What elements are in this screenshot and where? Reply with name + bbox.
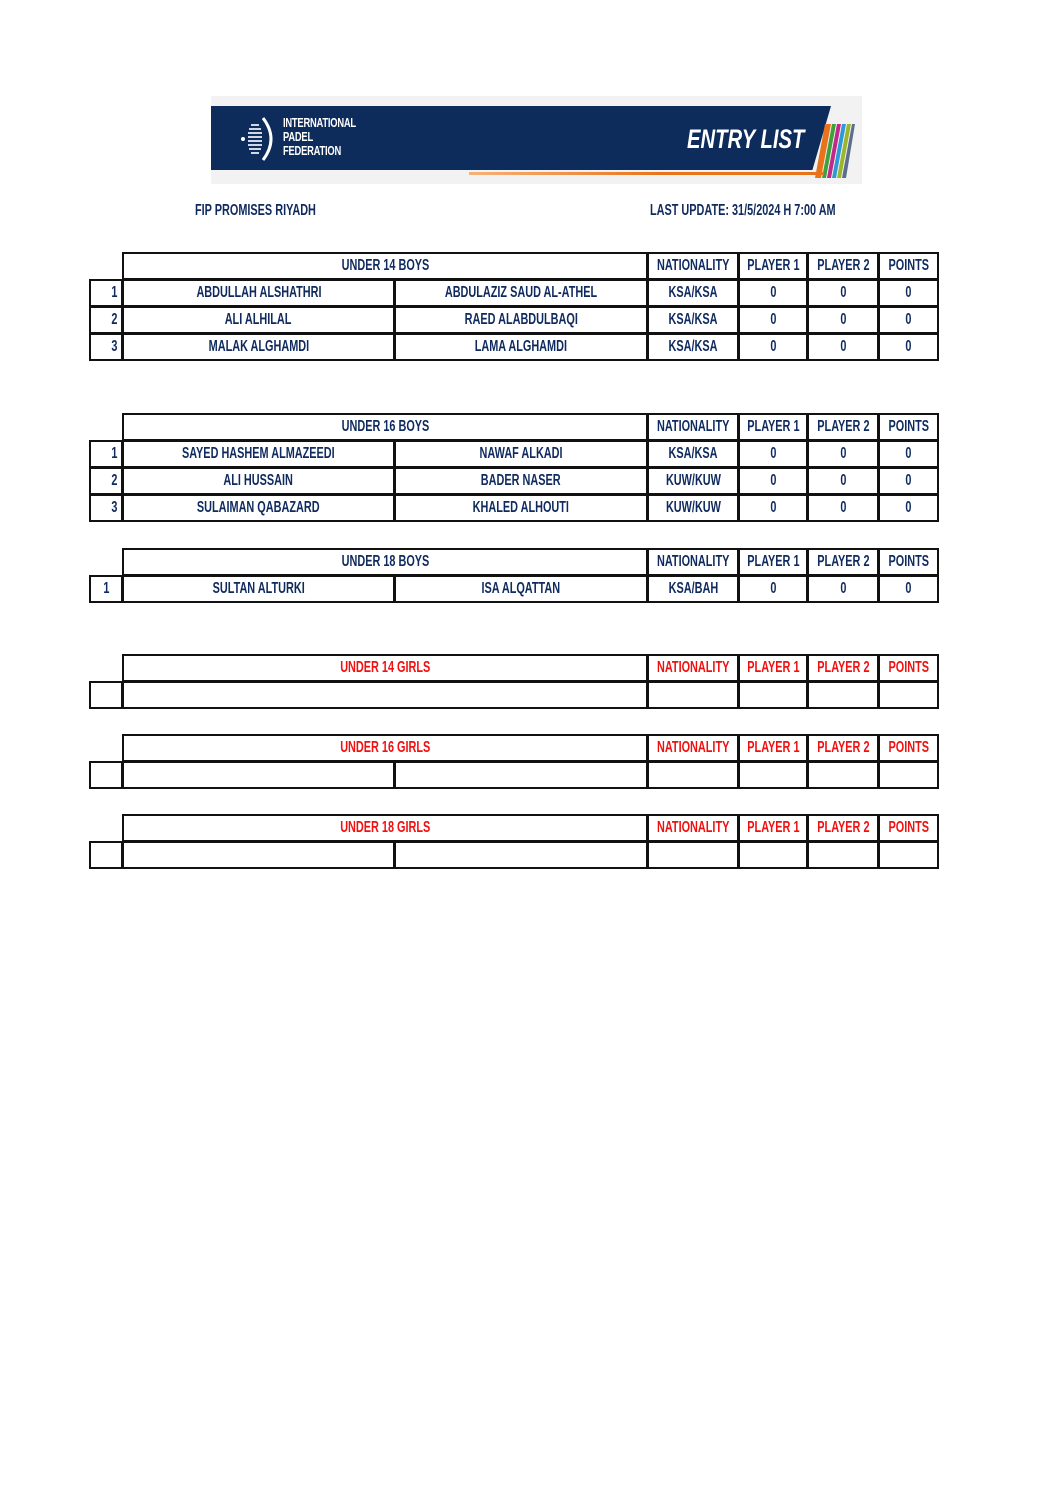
player2-name-text: NAWAF ALKADI	[479, 445, 563, 462]
row-number	[89, 306, 123, 334]
fip-logo-text	[283, 116, 356, 158]
player2-header-text: PLAYER 2	[816, 739, 870, 756]
team-points-text: 0	[905, 311, 912, 328]
player2-points-text: 0	[839, 311, 847, 328]
player1-points	[738, 681, 808, 709]
player2-points-text: 0	[839, 499, 847, 516]
banner-title: ENTRY LIST	[687, 124, 805, 154]
player2-name-text: ABDULAZIZ SAUD AL-ATHEL	[444, 284, 598, 301]
player2-points	[807, 306, 879, 334]
player1-header	[738, 413, 808, 441]
player1-header-text: PLAYER 1	[746, 553, 800, 570]
row-number	[89, 841, 123, 869]
player1-header	[738, 654, 808, 682]
player2-name-text: ISA ALQATTAN	[481, 580, 561, 597]
nationality-header	[647, 654, 739, 682]
nationality-header-text: NATIONALITY	[656, 418, 730, 435]
nationality-header	[647, 734, 739, 762]
player1-name-text: ALI ALHILAL	[225, 311, 292, 328]
nationality-header-text: NATIONALITY	[656, 553, 730, 570]
points-header	[878, 252, 939, 280]
row-number-text: 3	[111, 499, 118, 516]
points-header-text: POINTS	[888, 739, 929, 756]
color-stripes-icon	[815, 124, 855, 178]
nationality-text: KSA/KSA	[668, 338, 718, 355]
player2-header	[807, 814, 879, 842]
player1-points-text: 0	[769, 311, 777, 328]
nationality	[647, 306, 739, 334]
player2-points	[807, 467, 879, 495]
row-number	[89, 467, 123, 495]
nationality-header-text: NATIONALITY	[656, 257, 730, 274]
player2-name	[394, 575, 648, 603]
player1-points	[738, 841, 808, 869]
player2-header-text: PLAYER 2	[816, 819, 870, 836]
fip-logo-icon	[239, 114, 279, 164]
row-number	[89, 440, 123, 468]
nationality-header	[647, 548, 739, 576]
team-points	[878, 467, 939, 495]
points-header	[878, 548, 939, 576]
nationality-header	[647, 814, 739, 842]
points-header	[878, 814, 939, 842]
player2-name	[394, 761, 648, 789]
player2-points	[807, 279, 879, 307]
player2-header-text: PLAYER 2	[816, 257, 870, 274]
points-header-text: POINTS	[888, 257, 929, 274]
nationality-header-text: NATIONALITY	[656, 739, 730, 756]
row-number	[89, 761, 123, 789]
player2-points-text: 0	[839, 445, 847, 462]
logo-line: FEDERATION	[283, 143, 341, 158]
points-header-text: POINTS	[888, 659, 929, 676]
team-points	[878, 279, 939, 307]
nationality-header	[647, 252, 739, 280]
row-number	[89, 681, 123, 709]
nationality-text: KSA/KSA	[668, 445, 718, 462]
category-header	[122, 654, 648, 682]
team-points-text: 0	[905, 445, 912, 462]
row-number-text: 1	[111, 284, 118, 301]
player1-points	[738, 575, 808, 603]
player1-points	[738, 306, 808, 334]
player2-header	[807, 413, 879, 441]
player2-name	[394, 306, 648, 334]
category-header	[122, 252, 648, 280]
player2-points-text: 0	[839, 580, 847, 597]
player1-name-text: ALI HUSSAIN	[223, 472, 294, 489]
row-number-text: 2	[111, 311, 118, 328]
player2-points	[807, 333, 879, 361]
team-points	[878, 494, 939, 522]
player1-points	[738, 440, 808, 468]
category-header	[122, 413, 648, 441]
nationality	[647, 681, 739, 709]
nationality	[647, 440, 739, 468]
player1-header-text: PLAYER 1	[746, 418, 800, 435]
player1-header-text: PLAYER 1	[746, 739, 800, 756]
player1-header	[738, 734, 808, 762]
points-header	[878, 413, 939, 441]
nationality-header-text: NATIONALITY	[656, 659, 730, 676]
category-header-text: UNDER 14 BOYS	[341, 257, 429, 274]
nationality-text: KUW/KUW	[665, 499, 721, 516]
nationality-text: KSA/BAH	[668, 580, 718, 597]
row-number	[89, 575, 123, 603]
team-points	[878, 575, 939, 603]
nationality-header-text: NATIONALITY	[656, 819, 730, 836]
player2-name	[394, 467, 648, 495]
row-number-text: 1	[102, 580, 110, 597]
tournament-name: FIP PROMISES RIYADH	[195, 202, 316, 219]
team-points-text: 0	[905, 338, 912, 355]
player1-name-text: MALAK ALGHAMDI	[208, 338, 309, 355]
team-points-text: 0	[905, 472, 912, 489]
player2-name	[394, 494, 648, 522]
last-update: LAST UPDATE: 31/5/2024 H 7:00 AM	[650, 202, 836, 219]
category-header-text: UNDER 18 BOYS	[341, 553, 429, 570]
player2-name-text: LAMA ALGHAMDI	[474, 338, 568, 355]
player1-points	[738, 467, 808, 495]
category-header-text: UNDER 16 GIRLS	[339, 739, 431, 756]
player1-points-text: 0	[769, 580, 777, 597]
player2-points	[807, 761, 879, 789]
row-number-text: 1	[111, 445, 118, 462]
player1-points	[738, 494, 808, 522]
player2-header	[807, 654, 879, 682]
nationality	[647, 494, 739, 522]
player1-name	[122, 333, 395, 361]
category-header-text: UNDER 16 BOYS	[341, 418, 429, 435]
team-points-text: 0	[905, 580, 912, 597]
player1-points-text: 0	[769, 445, 777, 462]
team-points-text: 0	[905, 284, 912, 301]
player2-header	[807, 734, 879, 762]
points-header	[878, 734, 939, 762]
nationality	[647, 467, 739, 495]
logo-line: PADEL	[283, 129, 313, 144]
player2-points-text: 0	[839, 472, 847, 489]
player2-points	[807, 494, 879, 522]
player2-name	[394, 841, 648, 869]
points-header-text: POINTS	[888, 553, 929, 570]
category-header-text: UNDER 14 GIRLS	[339, 659, 431, 676]
player1-header	[738, 814, 808, 842]
nationality-header	[647, 413, 739, 441]
team-points	[878, 440, 939, 468]
player1-name	[122, 467, 395, 495]
row-number-text: 3	[111, 338, 118, 355]
nationality-text: KUW/KUW	[665, 472, 721, 489]
player1-name	[122, 440, 395, 468]
category-header-text: UNDER 18 GIRLS	[339, 819, 431, 836]
player1-name	[122, 494, 395, 522]
category-header	[122, 814, 648, 842]
team-points	[878, 333, 939, 361]
player2-header-text: PLAYER 2	[816, 418, 870, 435]
player1-name	[122, 841, 395, 869]
player2-points-text: 0	[839, 284, 847, 301]
player1-header-text: PLAYER 1	[746, 819, 800, 836]
banner-underline	[469, 172, 824, 175]
player2-header	[807, 548, 879, 576]
player1-name-text: SULAIMAN QABAZARD	[197, 499, 320, 516]
player1-header-text: PLAYER 1	[746, 257, 800, 274]
player1-name	[122, 306, 395, 334]
player1-points	[738, 333, 808, 361]
row-number-text: 2	[111, 472, 118, 489]
player1-name-text: SULTAN ALTURKI	[212, 580, 305, 597]
team-points	[878, 761, 939, 789]
points-header	[878, 654, 939, 682]
nationality	[647, 279, 739, 307]
row-number	[89, 494, 123, 522]
category-header	[122, 734, 648, 762]
team-points	[878, 306, 939, 334]
player1-name	[122, 279, 395, 307]
player2-points-text: 0	[839, 338, 847, 355]
player2-name	[394, 440, 648, 468]
logo-line: INTERNATIONAL	[283, 115, 356, 130]
player2-name-text: KHALED ALHOUTI	[472, 499, 570, 516]
team-points	[878, 681, 939, 709]
player1-points-text: 0	[769, 338, 777, 355]
player1-header	[738, 548, 808, 576]
player1-name-text: ABDULLAH ALSHATHRI	[195, 284, 322, 301]
team-points-text: 0	[905, 499, 912, 516]
player2-name	[394, 279, 648, 307]
nationality	[647, 761, 739, 789]
player1-points-text: 0	[769, 472, 777, 489]
nationality	[647, 333, 739, 361]
nationality	[647, 841, 739, 869]
player1-points-text: 0	[769, 284, 777, 301]
row-number	[89, 333, 123, 361]
entry-list-banner	[211, 96, 862, 184]
player1-points	[738, 279, 808, 307]
player2-header-text: PLAYER 2	[816, 659, 870, 676]
team-points	[878, 841, 939, 869]
player2-points	[807, 575, 879, 603]
player2-name	[394, 333, 648, 361]
player2-name-text: RAED ALABDULBAQI	[464, 311, 578, 328]
player1-name	[122, 575, 395, 603]
nationality-text: KSA/KSA	[668, 311, 718, 328]
points-header-text: POINTS	[888, 819, 929, 836]
player1-name-text: SAYED HASHEM ALMAZEEDI	[182, 445, 335, 462]
nationality	[647, 575, 739, 603]
player2-points	[807, 841, 879, 869]
player1-points	[738, 761, 808, 789]
player1-header-text: PLAYER 1	[746, 659, 800, 676]
nationality-text: KSA/KSA	[668, 284, 718, 301]
row-number	[89, 279, 123, 307]
player1-name	[122, 761, 395, 789]
category-header	[122, 548, 648, 576]
points-header-text: POINTS	[888, 418, 929, 435]
team-cell	[122, 681, 648, 709]
player1-header	[738, 252, 808, 280]
player2-name-text: BADER NASER	[481, 472, 561, 489]
player2-header-text: PLAYER 2	[816, 553, 870, 570]
player2-header	[807, 252, 879, 280]
player1-points-text: 0	[769, 499, 777, 516]
player2-points	[807, 681, 879, 709]
player2-points	[807, 440, 879, 468]
